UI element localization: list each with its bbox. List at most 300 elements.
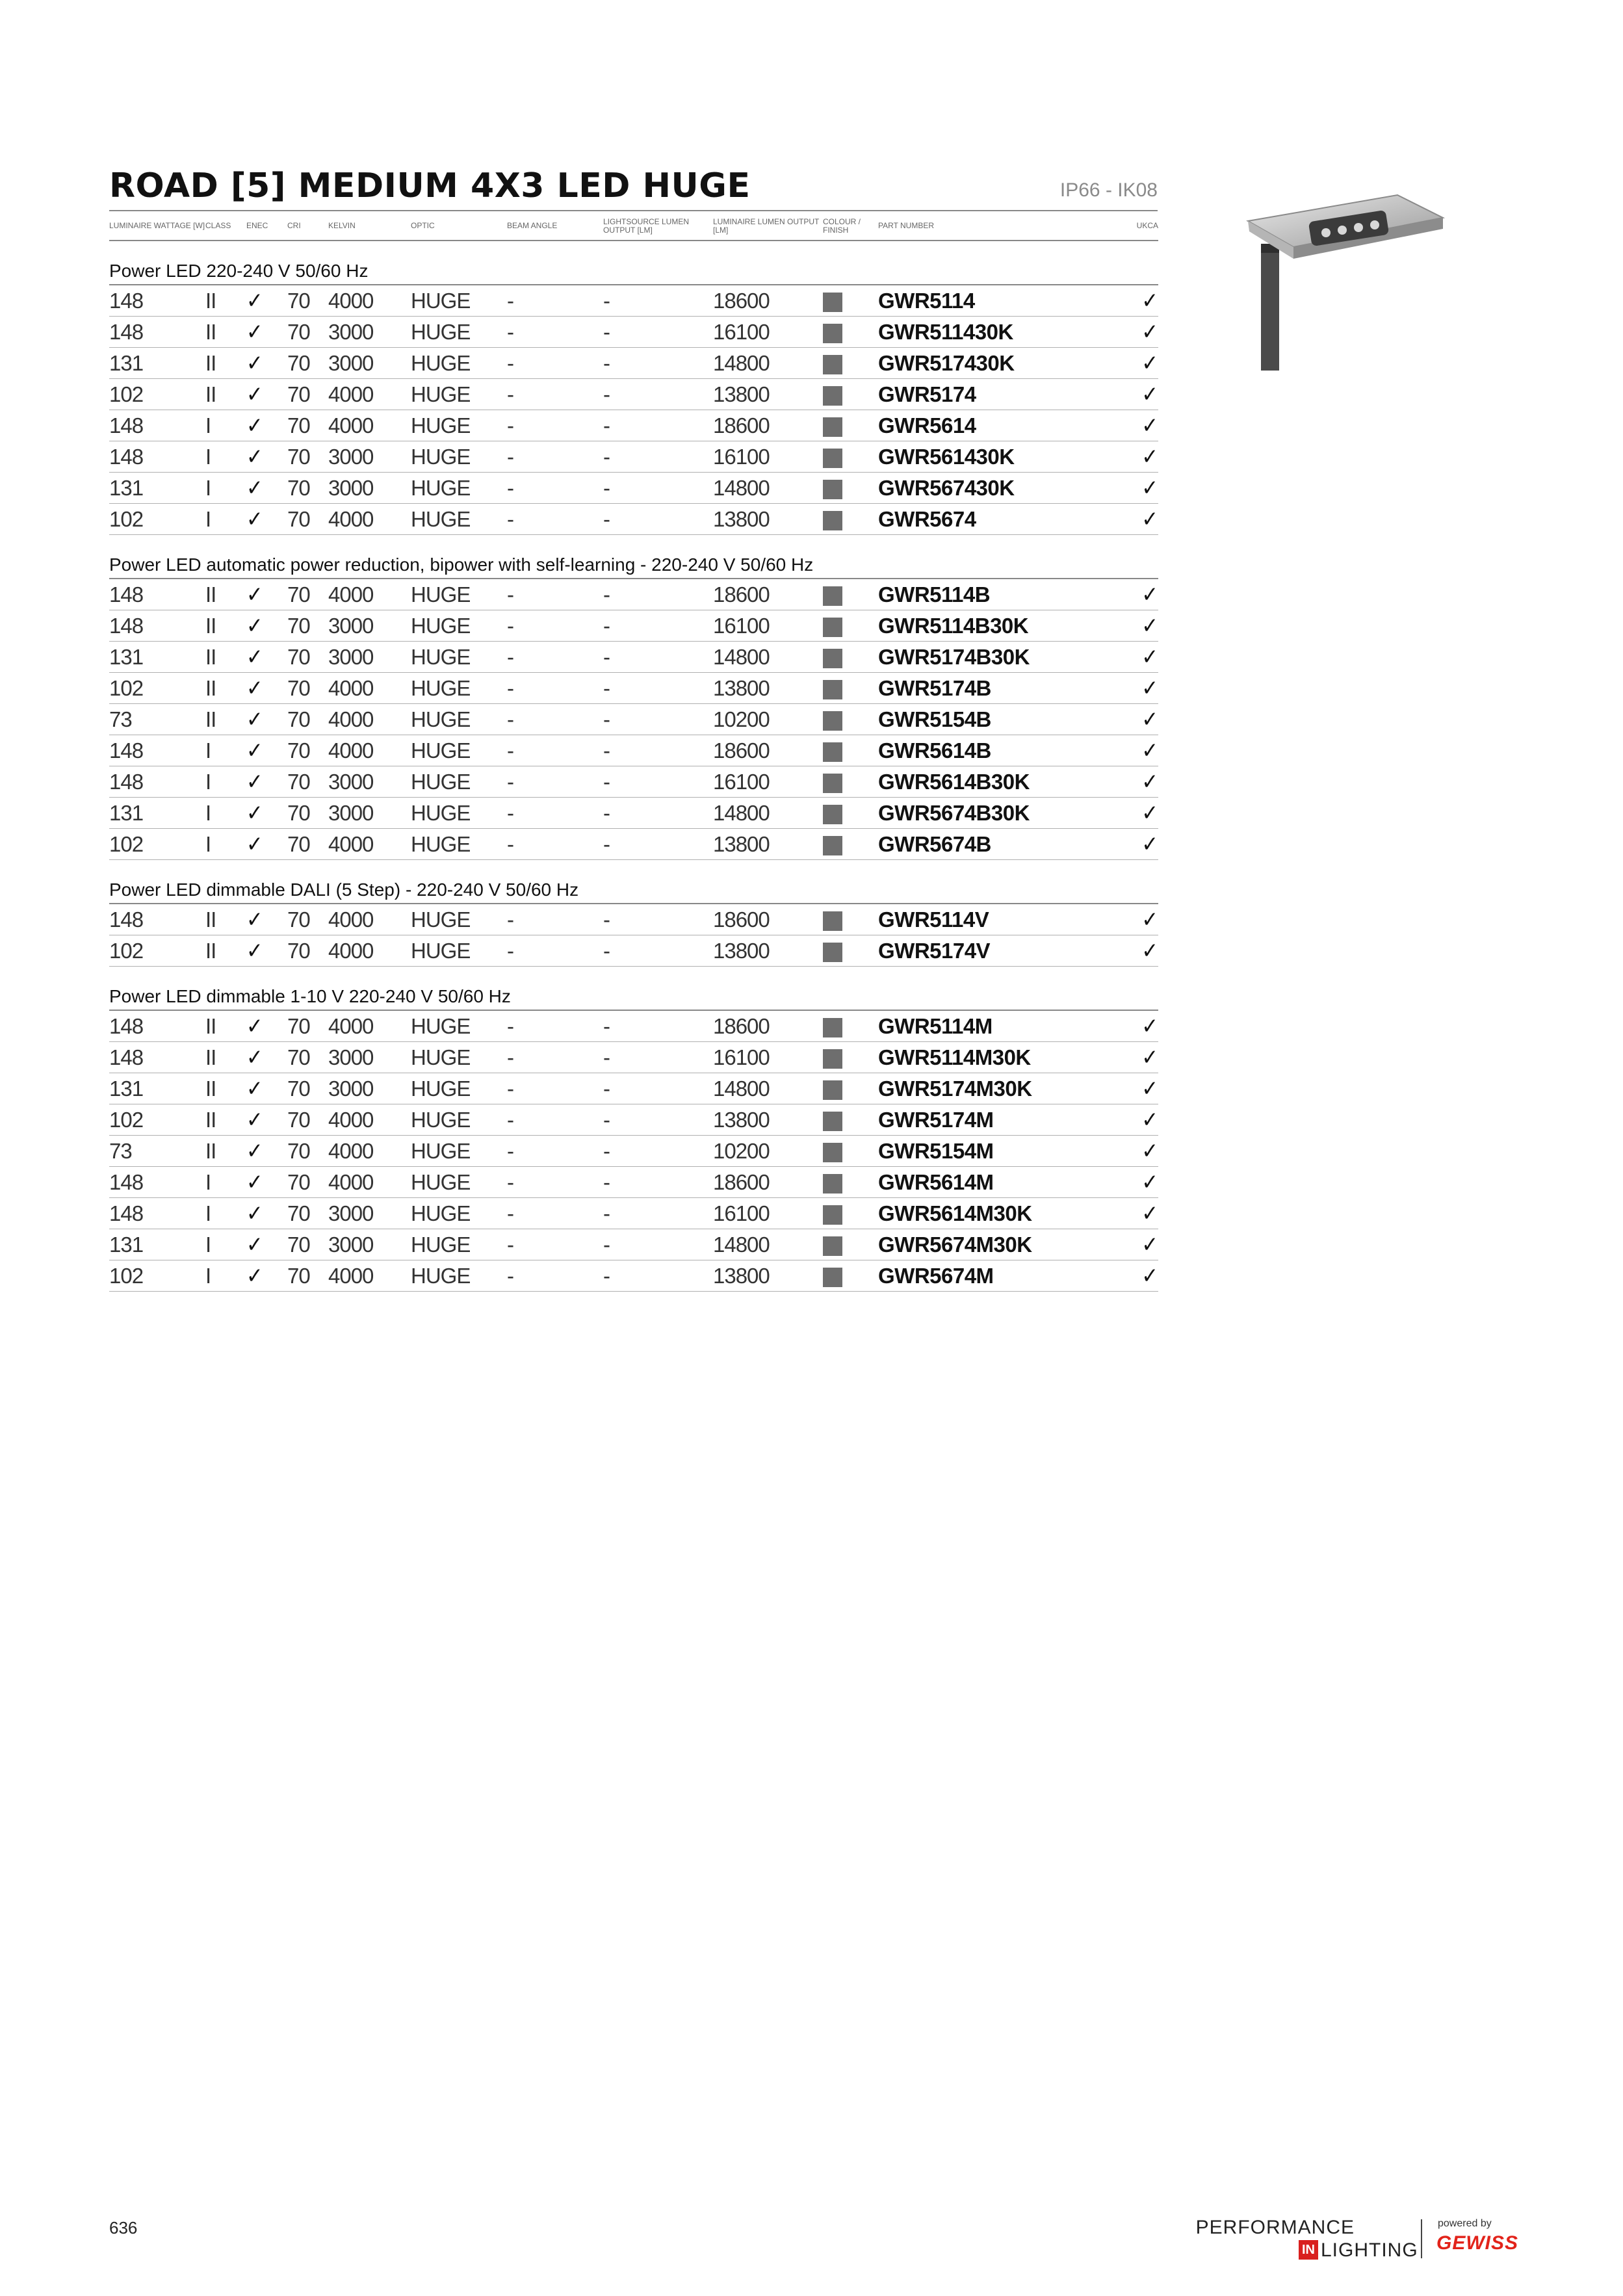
enec-check-icon: ✓	[246, 285, 287, 317]
cell-lightsource-lumen: -	[603, 504, 713, 535]
ukca-check-icon: ✓	[1133, 1010, 1158, 1042]
cell-kelvin: 4000	[328, 735, 411, 766]
cell-part-number: GWR5614B30K	[878, 766, 1133, 798]
cell-cri: 70	[287, 1229, 328, 1260]
colour-swatch-icon	[823, 511, 842, 530]
cell-part-number: GWR5674M30K	[878, 1229, 1133, 1260]
colour-swatch-icon	[823, 774, 842, 793]
colour-swatch-icon	[823, 293, 842, 312]
colour-swatch-icon	[823, 1112, 842, 1131]
cell-class: II	[205, 904, 246, 935]
cell-optic: HUGE	[411, 1167, 507, 1198]
cell-cri: 70	[287, 1136, 328, 1167]
cell-cri: 70	[287, 1260, 328, 1292]
cell-lightsource-lumen: -	[603, 473, 713, 504]
cell-lightsource-lumen: -	[603, 348, 713, 379]
ukca-check-icon: ✓	[1133, 348, 1158, 379]
cell-lightsource-lumen: -	[603, 1136, 713, 1167]
cell-wattage: 148	[109, 579, 205, 610]
cell-beam-angle: -	[507, 317, 603, 348]
enec-check-icon: ✓	[246, 473, 287, 504]
cell-class: I	[205, 473, 246, 504]
cell-colour-finish	[823, 673, 878, 704]
brand-logo	[1195, 2217, 1521, 2262]
cell-cri: 70	[287, 610, 328, 642]
enec-check-icon: ✓	[246, 1010, 287, 1042]
cell-class: I	[205, 410, 246, 441]
table-row	[109, 379, 1158, 410]
cell-colour-finish	[823, 642, 878, 673]
cell-cri: 70	[287, 473, 328, 504]
cell-kelvin: 4000	[328, 1104, 411, 1136]
cell-luminaire-lumen: 13800	[713, 935, 823, 967]
enec-check-icon: ✓	[246, 935, 287, 967]
colour-swatch-icon	[823, 324, 842, 343]
cell-part-number: GWR5114M	[878, 1010, 1133, 1042]
cell-cri: 70	[287, 579, 328, 610]
cell-class: II	[205, 642, 246, 673]
ukca-check-icon: ✓	[1133, 766, 1158, 798]
cell-beam-angle: -	[507, 1073, 603, 1104]
cell-luminaire-lumen: 16100	[713, 1198, 823, 1229]
cell-colour-finish	[823, 441, 878, 473]
cell-part-number: GWR561430K	[878, 441, 1133, 473]
cell-luminaire-lumen: 13800	[713, 504, 823, 535]
col-wattage: LUMINAIRE WATTAGE [W]	[109, 212, 205, 241]
cell-luminaire-lumen: 18600	[713, 1010, 823, 1042]
cell-wattage: 148	[109, 1042, 205, 1073]
colour-swatch-icon	[823, 1205, 842, 1225]
cell-kelvin: 3000	[328, 766, 411, 798]
cell-class: II	[205, 610, 246, 642]
enec-check-icon: ✓	[246, 1104, 287, 1136]
cell-wattage: 102	[109, 1104, 205, 1136]
cell-class: II	[205, 704, 246, 735]
ukca-check-icon: ✓	[1133, 441, 1158, 473]
cell-kelvin: 4000	[328, 1260, 411, 1292]
cell-part-number: GWR5114	[878, 285, 1133, 317]
table-row	[109, 704, 1158, 735]
cell-kelvin: 4000	[328, 904, 411, 935]
colour-swatch-icon	[823, 449, 842, 468]
cell-beam-angle: -	[507, 798, 603, 829]
col-lightsource-lumen: LIGHTSOURCE LUMEN OUTPUT [LM]	[603, 212, 713, 241]
col-colour-finish: COLOUR / FINISH	[823, 212, 878, 241]
cell-beam-angle: -	[507, 410, 603, 441]
ukca-check-icon: ✓	[1133, 642, 1158, 673]
cell-lightsource-lumen: -	[603, 829, 713, 860]
cell-cri: 70	[287, 642, 328, 673]
cell-kelvin: 3000	[328, 1073, 411, 1104]
cell-wattage: 102	[109, 829, 205, 860]
cell-colour-finish	[823, 1260, 878, 1292]
cell-optic: HUGE	[411, 441, 507, 473]
cell-lightsource-lumen: -	[603, 285, 713, 317]
cell-part-number: GWR5114V	[878, 904, 1133, 935]
enec-check-icon: ✓	[246, 642, 287, 673]
cell-class: II	[205, 673, 246, 704]
colour-swatch-icon	[823, 1236, 842, 1256]
cell-luminaire-lumen: 14800	[713, 798, 823, 829]
colour-swatch-icon	[823, 417, 842, 437]
ukca-check-icon: ✓	[1133, 1229, 1158, 1260]
cell-optic: HUGE	[411, 1042, 507, 1073]
cell-lightsource-lumen: -	[603, 1198, 713, 1229]
cell-kelvin: 3000	[328, 473, 411, 504]
table-row	[109, 1198, 1158, 1229]
cell-optic: HUGE	[411, 673, 507, 704]
cell-beam-angle: -	[507, 1198, 603, 1229]
cell-kelvin: 3000	[328, 348, 411, 379]
colour-swatch-icon	[823, 1049, 842, 1069]
table-row	[109, 1010, 1158, 1042]
cell-luminaire-lumen: 13800	[713, 829, 823, 860]
enec-check-icon: ✓	[246, 610, 287, 642]
cell-part-number: GWR5154M	[878, 1136, 1133, 1167]
cell-lightsource-lumen: -	[603, 904, 713, 935]
cell-kelvin: 4000	[328, 410, 411, 441]
enec-check-icon: ✓	[246, 1167, 287, 1198]
cell-colour-finish	[823, 1198, 878, 1229]
cell-optic: HUGE	[411, 829, 507, 860]
colour-swatch-icon	[823, 1268, 842, 1287]
cell-cri: 70	[287, 1042, 328, 1073]
table-row	[109, 904, 1158, 935]
cell-wattage: 102	[109, 673, 205, 704]
cell-part-number: GWR5114M30K	[878, 1042, 1133, 1073]
cell-beam-angle: -	[507, 1260, 603, 1292]
cell-cri: 70	[287, 441, 328, 473]
cell-cri: 70	[287, 904, 328, 935]
cell-kelvin: 4000	[328, 1010, 411, 1042]
cell-lightsource-lumen: -	[603, 1010, 713, 1042]
table-row	[109, 935, 1158, 967]
cell-luminaire-lumen: 18600	[713, 735, 823, 766]
cell-cri: 70	[287, 1073, 328, 1104]
cell-cri: 70	[287, 1010, 328, 1042]
colour-swatch-icon	[823, 711, 842, 731]
ukca-check-icon: ✓	[1133, 504, 1158, 535]
cell-colour-finish	[823, 473, 878, 504]
col-beam-angle: BEAM ANGLE	[507, 212, 603, 241]
cell-optic: HUGE	[411, 473, 507, 504]
cell-colour-finish	[823, 766, 878, 798]
ukca-check-icon: ✓	[1133, 798, 1158, 829]
cell-colour-finish	[823, 410, 878, 441]
cell-class: I	[205, 504, 246, 535]
cell-lightsource-lumen: -	[603, 1260, 713, 1292]
cell-optic: HUGE	[411, 1136, 507, 1167]
cell-beam-angle: -	[507, 285, 603, 317]
street-lamp-image	[1235, 182, 1456, 371]
enec-check-icon: ✓	[246, 317, 287, 348]
cell-luminaire-lumen: 14800	[713, 1229, 823, 1260]
ukca-check-icon: ✓	[1133, 1198, 1158, 1229]
section-title: Power LED automatic power reduction, bipower with self-learning - 220-240 V 50/60 Hz	[109, 535, 1158, 579]
enec-check-icon: ✓	[246, 904, 287, 935]
cell-luminaire-lumen: 18600	[713, 410, 823, 441]
colour-swatch-icon	[823, 742, 842, 762]
cell-kelvin: 3000	[328, 441, 411, 473]
cell-class: I	[205, 1198, 246, 1229]
colour-swatch-icon	[823, 618, 842, 637]
section-title: Power LED 220-240 V 50/60 Hz	[109, 241, 1158, 285]
cell-wattage: 148	[109, 1198, 205, 1229]
cell-kelvin: 4000	[328, 673, 411, 704]
cell-kelvin: 3000	[328, 317, 411, 348]
cell-colour-finish	[823, 798, 878, 829]
enec-check-icon: ✓	[246, 579, 287, 610]
cell-kelvin: 3000	[328, 1042, 411, 1073]
cell-luminaire-lumen: 10200	[713, 704, 823, 735]
cell-lightsource-lumen: -	[603, 766, 713, 798]
cell-colour-finish	[823, 504, 878, 535]
ukca-check-icon: ✓	[1133, 1042, 1158, 1073]
cell-colour-finish	[823, 704, 878, 735]
enec-check-icon: ✓	[246, 410, 287, 441]
cell-colour-finish	[823, 1229, 878, 1260]
cell-lightsource-lumen: -	[603, 704, 713, 735]
cell-kelvin: 3000	[328, 798, 411, 829]
enec-check-icon: ✓	[246, 829, 287, 860]
cell-cri: 70	[287, 410, 328, 441]
cell-wattage: 131	[109, 798, 205, 829]
cell-beam-angle: -	[507, 704, 603, 735]
cell-beam-angle: -	[507, 766, 603, 798]
cell-wattage: 73	[109, 1136, 205, 1167]
ukca-check-icon: ✓	[1133, 935, 1158, 967]
cell-cri: 70	[287, 317, 328, 348]
cell-class: I	[205, 766, 246, 798]
cell-optic: HUGE	[411, 735, 507, 766]
ukca-check-icon: ✓	[1133, 1073, 1158, 1104]
cell-kelvin: 4000	[328, 935, 411, 967]
cell-luminaire-lumen: 16100	[713, 610, 823, 642]
cell-wattage: 102	[109, 379, 205, 410]
cell-class: II	[205, 1136, 246, 1167]
cell-lightsource-lumen: -	[603, 441, 713, 473]
enec-check-icon: ✓	[246, 1042, 287, 1073]
cell-colour-finish	[823, 610, 878, 642]
table-row	[109, 829, 1158, 860]
enec-check-icon: ✓	[246, 735, 287, 766]
cell-beam-angle: -	[507, 610, 603, 642]
cell-optic: HUGE	[411, 798, 507, 829]
cell-part-number: GWR5674M	[878, 1260, 1133, 1292]
cell-beam-angle: -	[507, 1136, 603, 1167]
cell-kelvin: 3000	[328, 642, 411, 673]
cell-luminaire-lumen: 13800	[713, 1260, 823, 1292]
cell-kelvin: 3000	[328, 610, 411, 642]
table-row	[109, 610, 1158, 642]
cell-lightsource-lumen: -	[603, 1167, 713, 1198]
table-row	[109, 348, 1158, 379]
cell-optic: HUGE	[411, 410, 507, 441]
protection-rating: IP66 - IK08	[1059, 179, 1158, 201]
cell-optic: HUGE	[411, 285, 507, 317]
cell-cri: 70	[287, 348, 328, 379]
cell-lightsource-lumen: -	[603, 1042, 713, 1073]
cell-part-number: GWR5174B30K	[878, 642, 1133, 673]
cell-part-number: GWR517430K	[878, 348, 1133, 379]
cell-cri: 70	[287, 379, 328, 410]
cell-lightsource-lumen: -	[603, 735, 713, 766]
cell-lightsource-lumen: -	[603, 379, 713, 410]
enec-check-icon: ✓	[246, 1260, 287, 1292]
cell-kelvin: 3000	[328, 1229, 411, 1260]
table-header-row	[109, 212, 1158, 241]
cell-luminaire-lumen: 14800	[713, 1073, 823, 1104]
cell-part-number: GWR5614M	[878, 1167, 1133, 1198]
cell-wattage: 148	[109, 735, 205, 766]
cell-class: I	[205, 1167, 246, 1198]
cell-part-number: GWR5614B	[878, 735, 1133, 766]
cell-cri: 70	[287, 704, 328, 735]
colour-swatch-icon	[823, 836, 842, 855]
cell-kelvin: 4000	[328, 829, 411, 860]
colour-swatch-icon	[823, 1018, 842, 1037]
colour-swatch-icon	[823, 355, 842, 374]
cell-wattage: 131	[109, 642, 205, 673]
cell-wattage: 148	[109, 610, 205, 642]
cell-luminaire-lumen: 13800	[713, 1104, 823, 1136]
cell-colour-finish	[823, 285, 878, 317]
cell-luminaire-lumen: 18600	[713, 285, 823, 317]
table-row	[109, 735, 1158, 766]
section-title: Power LED dimmable DALI (5 Step) - 220-240 V 50/60 Hz	[109, 860, 1158, 904]
section-header-row	[109, 241, 1158, 285]
cell-lightsource-lumen: -	[603, 610, 713, 642]
enec-check-icon: ✓	[246, 766, 287, 798]
cell-cri: 70	[287, 1198, 328, 1229]
colour-swatch-icon	[823, 943, 842, 962]
cell-luminaire-lumen: 18600	[713, 904, 823, 935]
table-row	[109, 441, 1158, 473]
ukca-check-icon: ✓	[1133, 610, 1158, 642]
enec-check-icon: ✓	[246, 798, 287, 829]
cell-class: I	[205, 829, 246, 860]
cell-part-number: GWR5174V	[878, 935, 1133, 967]
cell-luminaire-lumen: 18600	[713, 579, 823, 610]
cell-wattage: 131	[109, 473, 205, 504]
cell-cri: 70	[287, 285, 328, 317]
cell-cri: 70	[287, 1167, 328, 1198]
col-ukca: UKCA	[1133, 212, 1158, 241]
cell-beam-angle: -	[507, 473, 603, 504]
cell-kelvin: 4000	[328, 285, 411, 317]
cell-beam-angle: -	[507, 735, 603, 766]
brand-lighting: LIGHTING	[1321, 2239, 1418, 2261]
cell-beam-angle: -	[507, 1229, 603, 1260]
colour-swatch-icon	[823, 911, 842, 931]
cell-wattage: 148	[109, 317, 205, 348]
cell-colour-finish	[823, 1073, 878, 1104]
cell-wattage: 102	[109, 1260, 205, 1292]
cell-wattage: 148	[109, 285, 205, 317]
cell-colour-finish	[823, 579, 878, 610]
col-kelvin: KELVIN	[328, 212, 411, 241]
cell-part-number: GWR5174	[878, 379, 1133, 410]
ukca-check-icon: ✓	[1133, 704, 1158, 735]
cell-colour-finish	[823, 379, 878, 410]
title-divider	[109, 210, 1158, 211]
table-row	[109, 285, 1158, 317]
cell-luminaire-lumen: 16100	[713, 766, 823, 798]
cell-colour-finish	[823, 1010, 878, 1042]
cell-part-number: GWR567430K	[878, 473, 1133, 504]
enec-check-icon: ✓	[246, 504, 287, 535]
enec-check-icon: ✓	[246, 1136, 287, 1167]
table-row	[109, 673, 1158, 704]
enec-check-icon: ✓	[246, 1229, 287, 1260]
table-row	[109, 1042, 1158, 1073]
cell-optic: HUGE	[411, 348, 507, 379]
cell-class: I	[205, 798, 246, 829]
cell-optic: HUGE	[411, 642, 507, 673]
brand-in-badge: IN	[1299, 2240, 1318, 2260]
cell-lightsource-lumen: -	[603, 1104, 713, 1136]
cell-class: I	[205, 1260, 246, 1292]
cell-kelvin: 4000	[328, 504, 411, 535]
cell-part-number: GWR5674	[878, 504, 1133, 535]
cell-beam-angle: -	[507, 504, 603, 535]
cell-class: II	[205, 317, 246, 348]
table-row	[109, 504, 1158, 535]
cell-kelvin: 4000	[328, 579, 411, 610]
cell-kelvin: 4000	[328, 379, 411, 410]
cell-luminaire-lumen: 14800	[713, 473, 823, 504]
cell-beam-angle: -	[507, 379, 603, 410]
cell-class: I	[205, 735, 246, 766]
cell-wattage: 148	[109, 410, 205, 441]
col-luminaire-lumen: LUMINAIRE LUMEN OUTPUT [LM]	[713, 212, 823, 241]
cell-wattage: 148	[109, 441, 205, 473]
table-row	[109, 1229, 1158, 1260]
cell-class: II	[205, 1073, 246, 1104]
col-optic: OPTIC	[411, 212, 507, 241]
brand-divider	[1421, 2219, 1422, 2258]
cell-optic: HUGE	[411, 935, 507, 967]
cell-optic: HUGE	[411, 610, 507, 642]
table-row	[109, 642, 1158, 673]
cell-optic: HUGE	[411, 1010, 507, 1042]
colour-swatch-icon	[823, 1080, 842, 1100]
ukca-check-icon: ✓	[1133, 579, 1158, 610]
cell-optic: HUGE	[411, 1198, 507, 1229]
cell-kelvin: 3000	[328, 1198, 411, 1229]
cell-optic: HUGE	[411, 1073, 507, 1104]
cell-part-number: GWR5614M30K	[878, 1198, 1133, 1229]
cell-wattage: 73	[109, 704, 205, 735]
cell-luminaire-lumen: 14800	[713, 642, 823, 673]
cell-optic: HUGE	[411, 766, 507, 798]
col-cri: CRI	[287, 212, 328, 241]
page-number: 636	[109, 2218, 138, 2237]
cell-class: II	[205, 348, 246, 379]
cell-cri: 70	[287, 735, 328, 766]
cell-part-number: GWR511430K	[878, 317, 1133, 348]
brand-performance: PERFORMANCE	[1195, 2217, 1355, 2238]
cell-optic: HUGE	[411, 504, 507, 535]
colour-swatch-icon	[823, 386, 842, 406]
cell-wattage: 102	[109, 504, 205, 535]
cell-lightsource-lumen: -	[603, 1073, 713, 1104]
table-row	[109, 579, 1158, 610]
cell-class: I	[205, 441, 246, 473]
cell-beam-angle: -	[507, 348, 603, 379]
col-class: CLASS	[205, 212, 246, 241]
cell-wattage: 131	[109, 1073, 205, 1104]
